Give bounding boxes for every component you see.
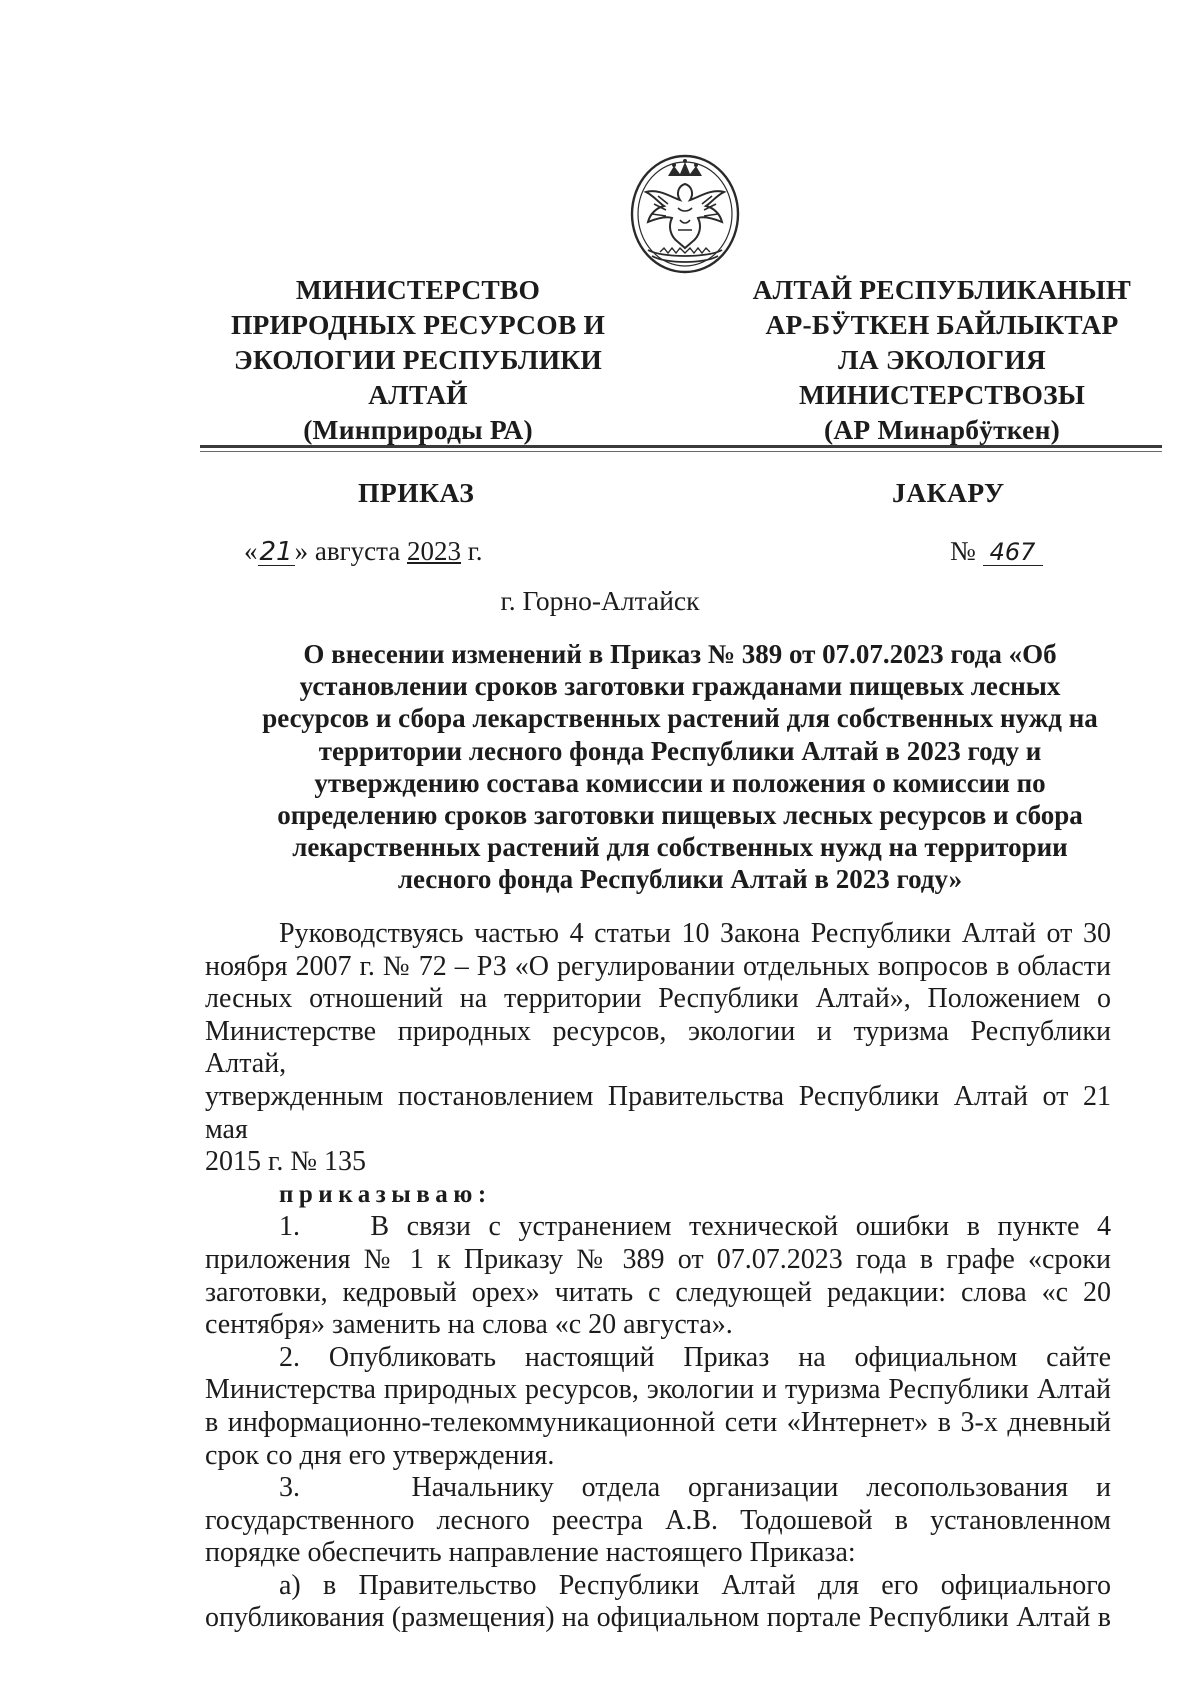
item-1-line: сентября» заменить на слова «с 20 августа». — [205, 1309, 733, 1341]
item-3a-line: опубликования (размещения) на официальном портале Республики Алтай в — [205, 1602, 1111, 1634]
ministry-name-line: ПРИРОДНЫХ РЕСУРСОВ И — [230, 309, 606, 340]
ministry-name-line: ЭКОЛОГИИ РЕСПУБЛИКИ — [233, 344, 603, 375]
city: г. Горно-Алтайск — [500, 585, 700, 616]
item-2-line: срок со дня его утверждения. — [205, 1439, 555, 1471]
number-value-handwritten: 467 — [983, 539, 1043, 566]
date-day-handwritten: 21 — [259, 537, 293, 567]
item-1-line: приложения № 1 к Приказу № 389 от 07.07.2023 года в графе «сроки — [205, 1243, 1111, 1275]
order-title — [210, 638, 1150, 896]
ministry-name-line: АР-БӰТКЕН БАЙЛЫКТАР — [765, 309, 1119, 340]
preamble-line: 2015 г. № 135 — [205, 1146, 367, 1178]
title-line: территории лесного фонда Республики Алтай в 2023 году и — [318, 735, 1042, 766]
title-line: установлении сроков заготовки гражданами пищевых лесных — [299, 671, 1061, 702]
ministry-name-line: АЛТАЙ — [368, 379, 468, 410]
title-line: ресурсов и сбора лекарственных растений для собственных нужд на — [262, 703, 1098, 734]
item-2-line: 2. Опубликовать настоящий Приказ на официальном сайте — [279, 1341, 1111, 1373]
ministry-name-line: АЛТАЙ РЕСПУБЛИКАНЫҤ — [752, 274, 1132, 305]
ministry-name-line: МИНИСТЕРСТВОЗЫ — [798, 379, 1086, 410]
item-1-line: 1. В связи с устранением технической ошибки в пункте 4 — [279, 1211, 1111, 1243]
title-line: О внесении изменений в Приказ № 389 от 07.07.2023 года «Об — [303, 639, 1057, 669]
ministry-name-altai — [722, 272, 1162, 447]
date-year: 2023 — [407, 536, 461, 566]
ministry-name-russian — [198, 272, 638, 447]
date-open-quote: « — [244, 536, 258, 566]
item-3-line: порядке обеспечить направление настоящего Приказа: — [205, 1537, 856, 1569]
doc-type-russian: ПРИКАЗ — [358, 477, 475, 508]
date-month: августа — [308, 536, 407, 566]
preamble-line: Министерстве природных ресурсов, экологии и туризма Республики Алтай, — [205, 1015, 1111, 1080]
doc-type-altai: ЈАКАРУ — [892, 477, 1005, 508]
header-divider-thin — [200, 451, 1162, 452]
date-suffix: г. — [461, 536, 483, 566]
title-line: утверждению состава комиссии и положения о комиссии по — [314, 767, 1046, 798]
preamble-line: ноября 2007 г. № 72 – РЗ «О регулировании отдельных вопросов в области — [205, 950, 1111, 982]
date-close-quote: » — [294, 536, 309, 566]
number-label: № — [950, 536, 983, 566]
preamble-line: утвержденным постановлением Правительства Республики Алтай от 21 мая — [205, 1080, 1111, 1145]
ministry-abbreviation: (Минприроды РА) — [303, 414, 533, 445]
item-3-line: 3. Начальнику отдела организации лесопользования и — [279, 1472, 1111, 1504]
ministry-name-line: ЛА ЭКОЛОГИЯ — [838, 344, 1046, 375]
preamble-line: Руководствуясь частью 4 статьи 10 Закона Республики Алтай от 30 — [279, 918, 1111, 949]
header-divider — [200, 445, 1162, 448]
order-word: приказываю: — [279, 1180, 492, 1208]
item-2-line: в информационно-телекоммуникационной сети «Интернет» в 3-х дневный — [205, 1406, 1111, 1438]
republic-altai-emblem-icon — [628, 152, 742, 276]
title-line: лесного фонда Республики Алтай в 2023 году» — [397, 864, 963, 895]
preamble-line: лесных отношений на территории Республики Алтай», Положением о — [205, 983, 1111, 1015]
order-body — [205, 918, 1111, 1635]
order-number — [950, 536, 1043, 567]
item-3-line: государственного лесного реестра А.В. Тодошевой в установленном — [205, 1504, 1111, 1536]
item-3a-line: а) в Правительство Республики Алтай для его официального — [279, 1569, 1111, 1601]
order-date — [244, 536, 483, 567]
item-1-line: заготовки, кедровый орех» читать с следующей редакции: слова «с 20 — [205, 1276, 1111, 1308]
title-line: определению сроков заготовки пищевых лесных ресурсов и сбора — [277, 800, 1083, 831]
ministry-name-line: МИНИСТЕРСТВО — [295, 274, 541, 305]
title-line: лекарственных растений для собственных нужд на территории — [292, 832, 1068, 863]
item-2-line: Министерства природных ресурсов, экологии и туризма Республики Алтай — [205, 1374, 1111, 1406]
ministry-abbreviation: (АР Минарбӱткен) — [824, 414, 1060, 445]
